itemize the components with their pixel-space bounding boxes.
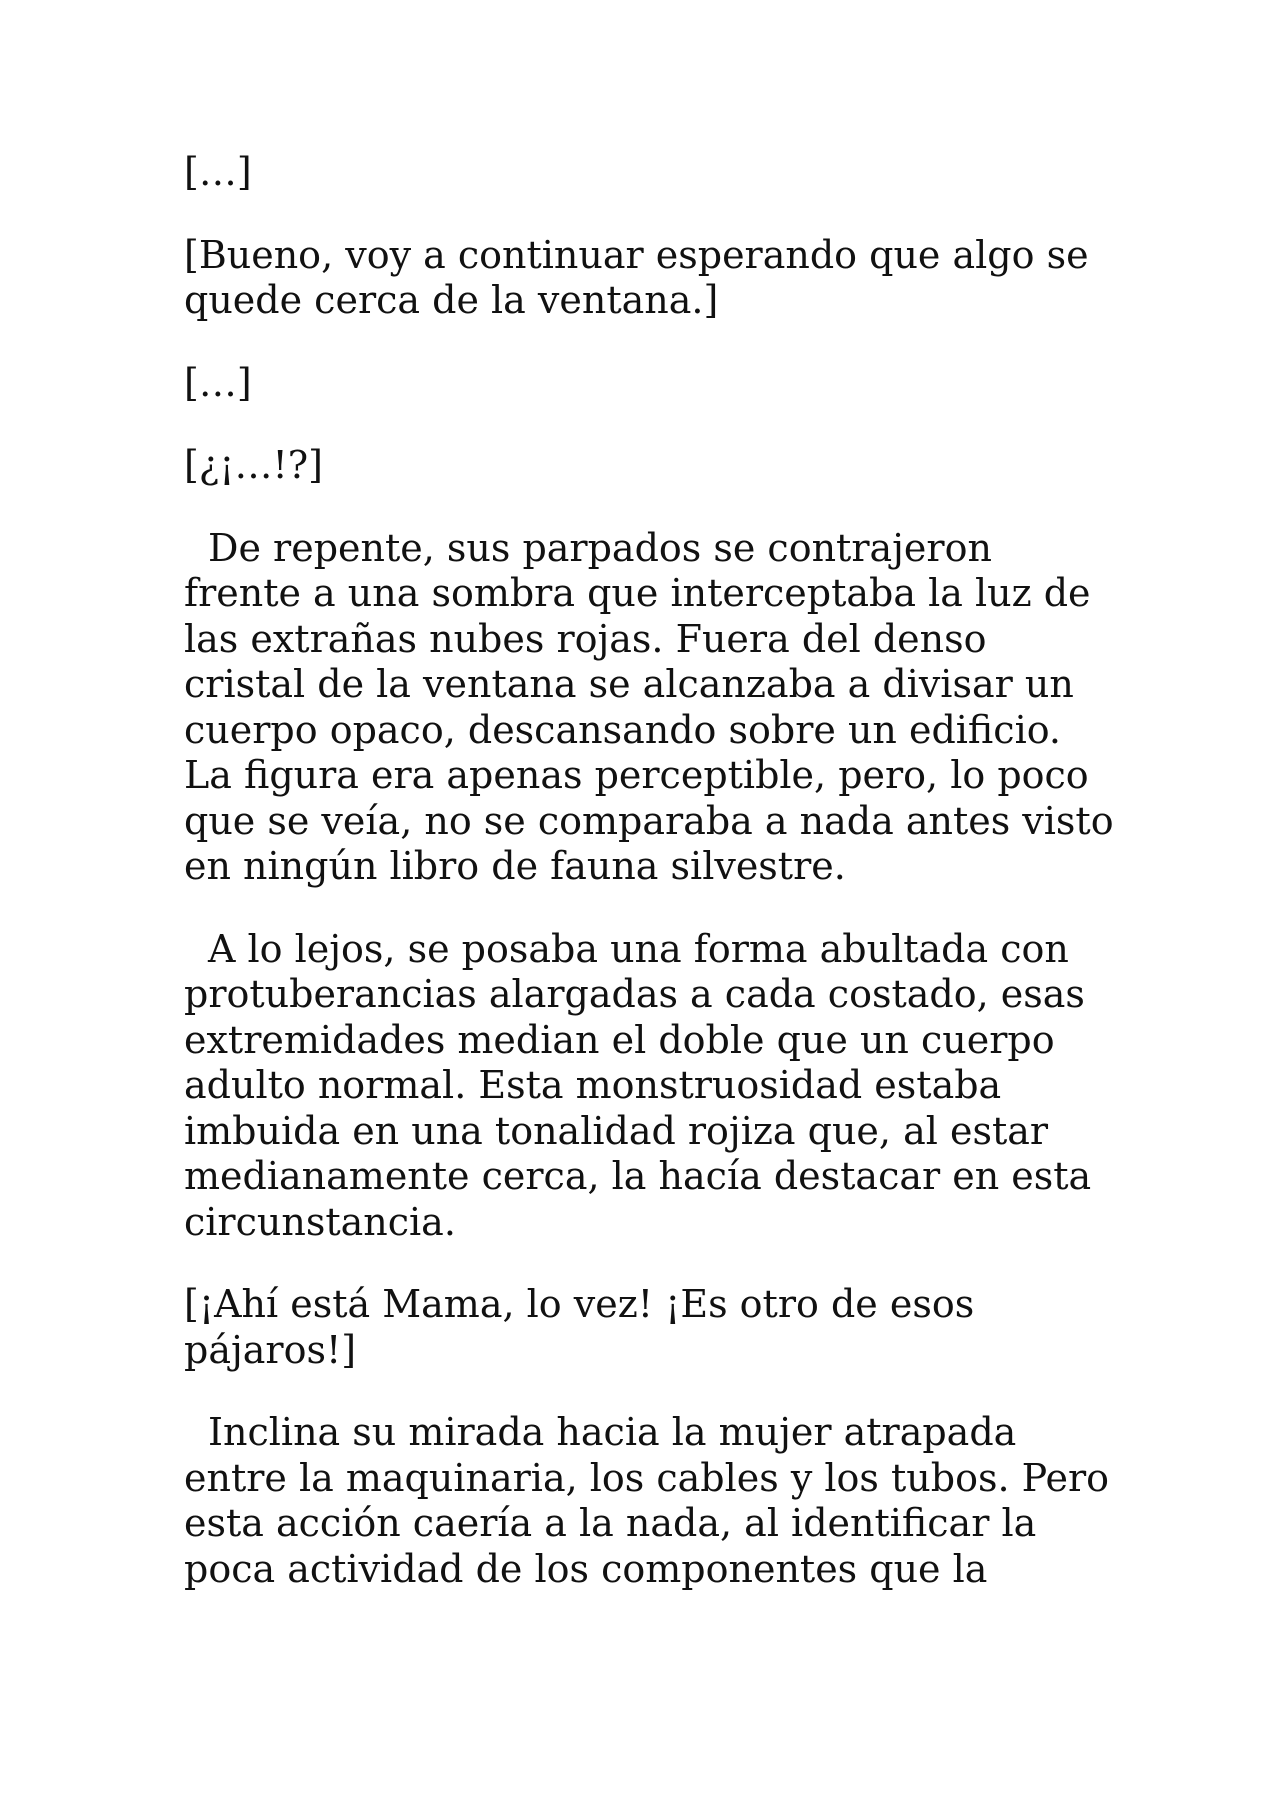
dialogue-paragraph: […] <box>184 360 252 405</box>
dialogue-paragraph: [Bueno, voy a continuar esperando que algo se quede cerca de la ventana.] <box>184 232 1089 322</box>
narration-paragraph: A lo lejos, se posaba una forma abultada con protuberancias alargadas a cada costado, esas extremidades median el doble que un cuerpo adulto normal. Esta monstruosidad estaba imbuida en una tonalidad rojiza que, al estar medianamente cerca, la hacía destacar en esta circunstancia. <box>184 926 1092 1244</box>
narration-paragraph: De repente, sus parpados se contrajeron frente a una sombra que interceptaba la luz de las extrañas nubes rojas. Fuera del denso cristal de la ventana se alcanzaba a divisar un cuerpo opaco, descansando sobre un edificio. La figura era apenas perceptible, pero, lo poco que se veía, no se comparaba a nada antes visto en ningún libro de fauna silvestre. <box>184 525 1114 888</box>
dialogue-paragraph: […] <box>184 150 252 194</box>
dialogue-paragraph: [¡Ahí está Mama, lo vez! ¡Es otro de esos pájaros!] <box>184 1282 975 1372</box>
body-text <box>184 150 1114 1629</box>
dialogue-paragraph: [¿¡…!?] <box>184 443 323 487</box>
narration-paragraph: Inclina su mirada hacia la mujer atrapada entre la maquinaria, los cables y los tubos. Pero esta acción caería a la nada, al identificar la poca actividad de los componentes que la <box>184 1410 1110 1591</box>
